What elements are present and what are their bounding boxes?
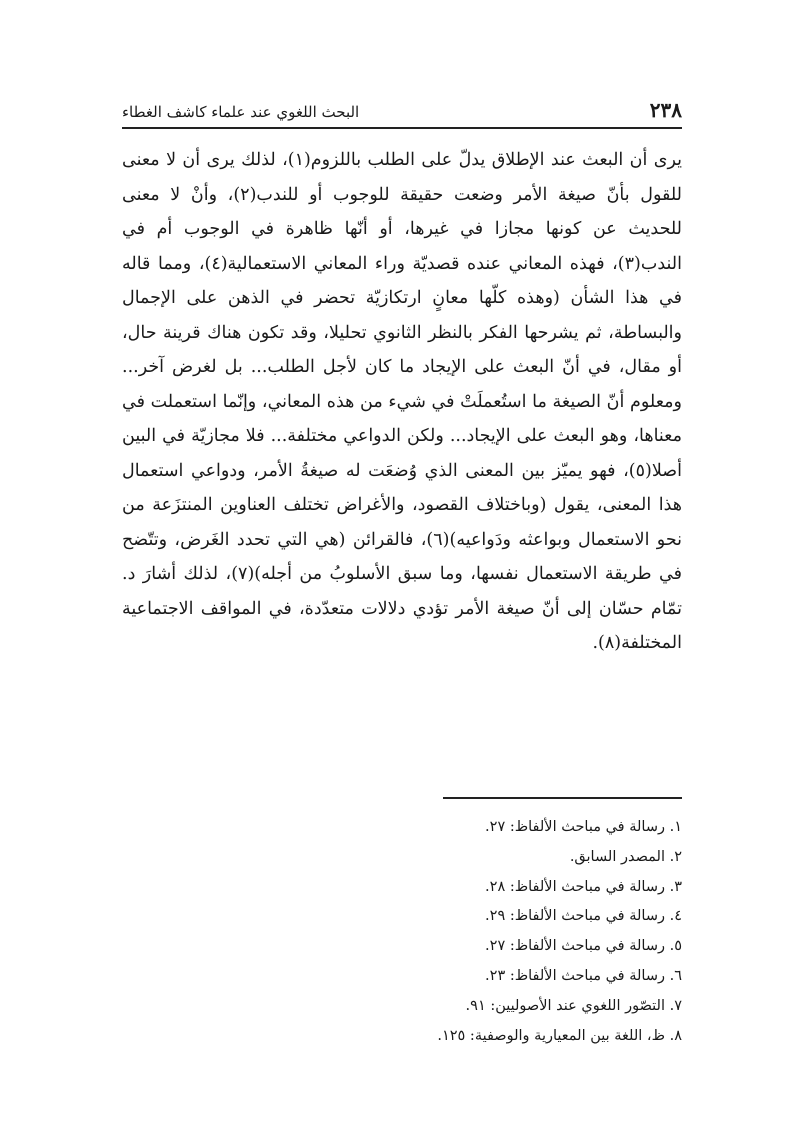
footnotes-list — [122, 813, 682, 1051]
footnote-8: ٨. ظ، اللغة بين المعيارية والوصفية: ١٢٥. — [437, 1027, 682, 1044]
footnote-6: ٦. رسالة في مباحث الألفاظ: ٢٣. — [485, 967, 682, 984]
footnote-3: ٣. رسالة في مباحث الألفاظ: ٢٨. — [485, 878, 682, 895]
footnote-separator — [443, 797, 682, 799]
footnote-1: ١. رسالة في مباحث الألفاظ: ٢٧. — [485, 819, 682, 835]
footnote-5: ٥. رسالة في مباحث الألفاظ: ٢٧. — [485, 938, 682, 955]
footnote-7: ٧. التصّور اللغوي عند الأصوليين: ٩١. — [465, 997, 682, 1014]
page-header — [122, 88, 682, 122]
body-paragraph: يرى أن البعث عند الإطلاق يدلّ على الطلب باللزوم(١)، لذلك يرى أن لا معنى للقول بأنّ صيغة الأمر وضعت حقيقة للوجوب أو للندب(٢)، وأنْ لا معنى للحديث عن كونها مجازا في غيرها، أو أنّها ظاهرة في الوجوب أم في الندب(٣)، فهذه المعاني عنده قصديّة وراء المعاني الاستعمالية(٤)، ومما قاله في هذا الشأن (وهذه كلّها معانٍ ارتكازيّة تحضر في الذهن على الإجمال والبساطة، ثم يشرحها الفكر بالنظر الثانوي تحليلا، وقد تكون هناك قرينة حال، أو مقال، في أنّ البعث على الإيجاد ما كان لأجل الطلب... بل لغرض آخر... ومعلوم أنّ الصيغة ما استُعملَتْ في شيء من هذه المعاني، وإنّما استعملت في معناها، وهو البعث على الإيجاد... ولكن الدواعي مختلفة... فلا مجازيّة في البين أصلا(٥)، فهو يميّز بين المعنى الذي وُضعَت له صيغةُ الأمر، ودواعي استعمال هذا المعنى، يقول (وباختلاف القصود، والأغراض تختلف العناوين المنتزَعة من نحو الاستعمال وبواعثه ودَواعيه)(٦)، فالقرائن (هي التي تحدد الغَرض، وتتّضح في طريقة الاستعمال نفسها، وما سبق الأسلوبُ من أجله)(٧)، لذلك أشارَ د. تمّام حسّان إلى أنّ صيغة الأمر تؤدي دلالات متعدّدة، في المواقف الاجتماعية المختلفة(٨). — [122, 150, 683, 653]
footnote-2: ٢. المصدر السابق. — [569, 848, 682, 865]
header-rule — [122, 127, 682, 129]
footnote-4: ٤. رسالة في مباحث الألفاظ: ٢٩. — [485, 908, 682, 925]
page-number: ٢٣٨ — [649, 98, 682, 122]
running-title: البحث اللغوي عند علماء كاشف الغطاء — [122, 103, 360, 121]
